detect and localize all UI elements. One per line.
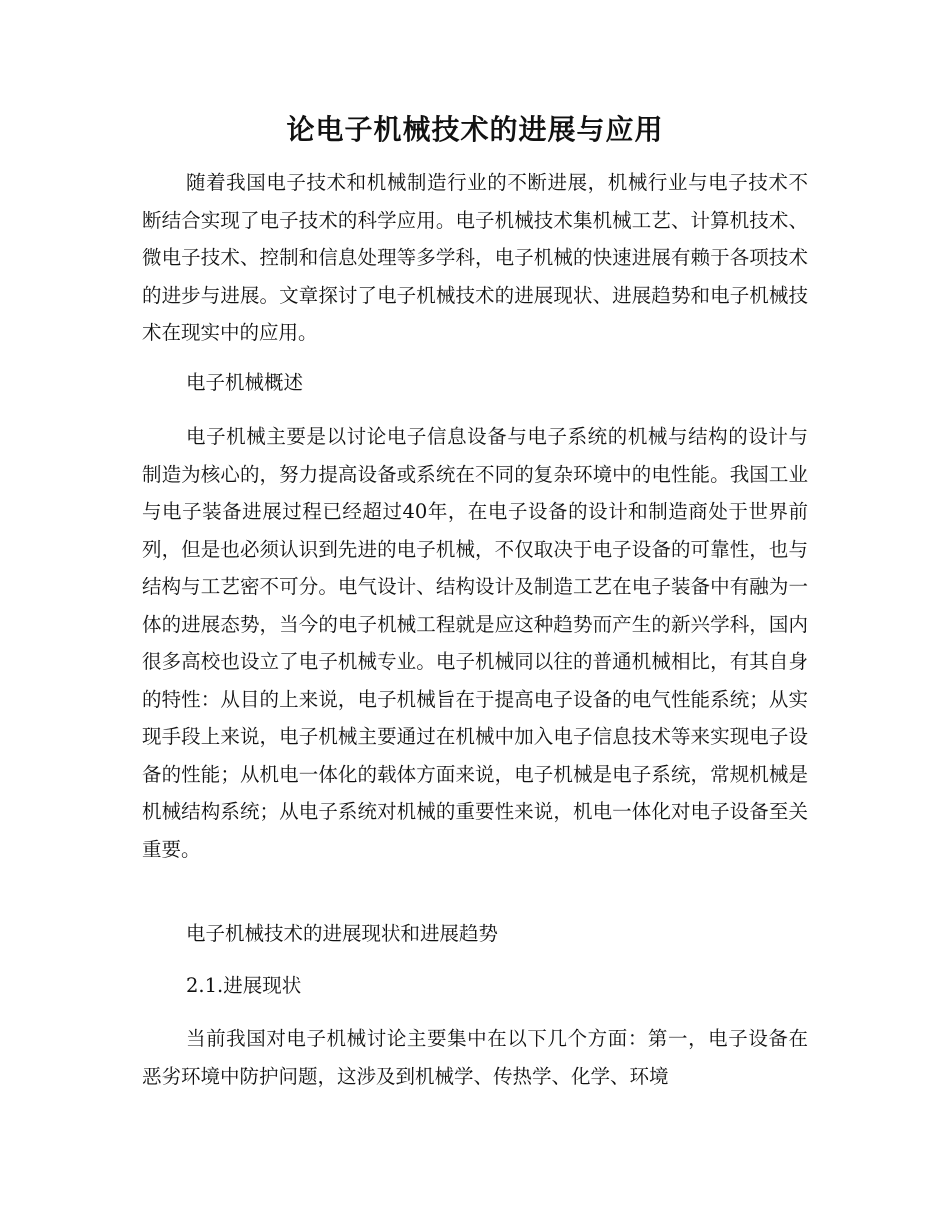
section-heading-overview: 电子机械概述 xyxy=(186,371,304,394)
document-title: 论电子机械技术的进展与应用 xyxy=(286,113,664,146)
overview-paragraph: 电子机械主要是以讨论电子信息设备与电子系统的机械与结构的设计与制造为核心的，努力提高设备或系统在不同的复杂环境中的电性能。我国工业与电子装备进展过程已经超过40年，在电子设备的设计和制造商处于世界前列，但是也必须认识到先进的电子机械，不仅取决于电子设备的可靠性，也与结构与工艺密不可分。电气设计、结构设计及制造工艺在电子装备中有融为一体的进展态势，当今的电子机械工程就是应这种趋势而产生的新兴学科，国内很多高校也设立了电子机械专业。电子机械同以往的普通机械相比，有其自身的特性：从目的上来说，电子机械旨在于提高电子设备的电气性能系统；从实现手段上来说，电子机械主要通过在机械中加入电子信息技术等来实现电子设备的性能；从机电一体化的载体方面来说，电子机械是电子系统，常规机械是机械结构系统；从电子系统对机械的重要性来说，机电一体化对电子设备至关重要。 xyxy=(142,425,808,861)
subsection-heading-status: 2.1.进展现状 xyxy=(186,974,302,997)
status-paragraph: 当前我国对电子机械讨论主要集中在以下几个方面：第一，电子设备在恶劣环境中防护问题，这涉及到机械学、传热学、化学、环境 xyxy=(142,1027,808,1088)
intro-paragraph: 随着我国电子技术和机械制造行业的不断进展，机械行业与电子技术不断结合实现了电子技术的科学应用。电子机械技术集机械工艺、计算机技术、微电子技术、控制和信息处理等多学科，电子机械的快速进展有赖于各项技术的进步与进展。文章探讨了电子机械技术的进展现状、进展趋势和电子机械技术在现实中的应用。 xyxy=(142,171,808,344)
section-heading-status-trends: 电子机械技术的进展现状和进展趋势 xyxy=(186,922,499,945)
